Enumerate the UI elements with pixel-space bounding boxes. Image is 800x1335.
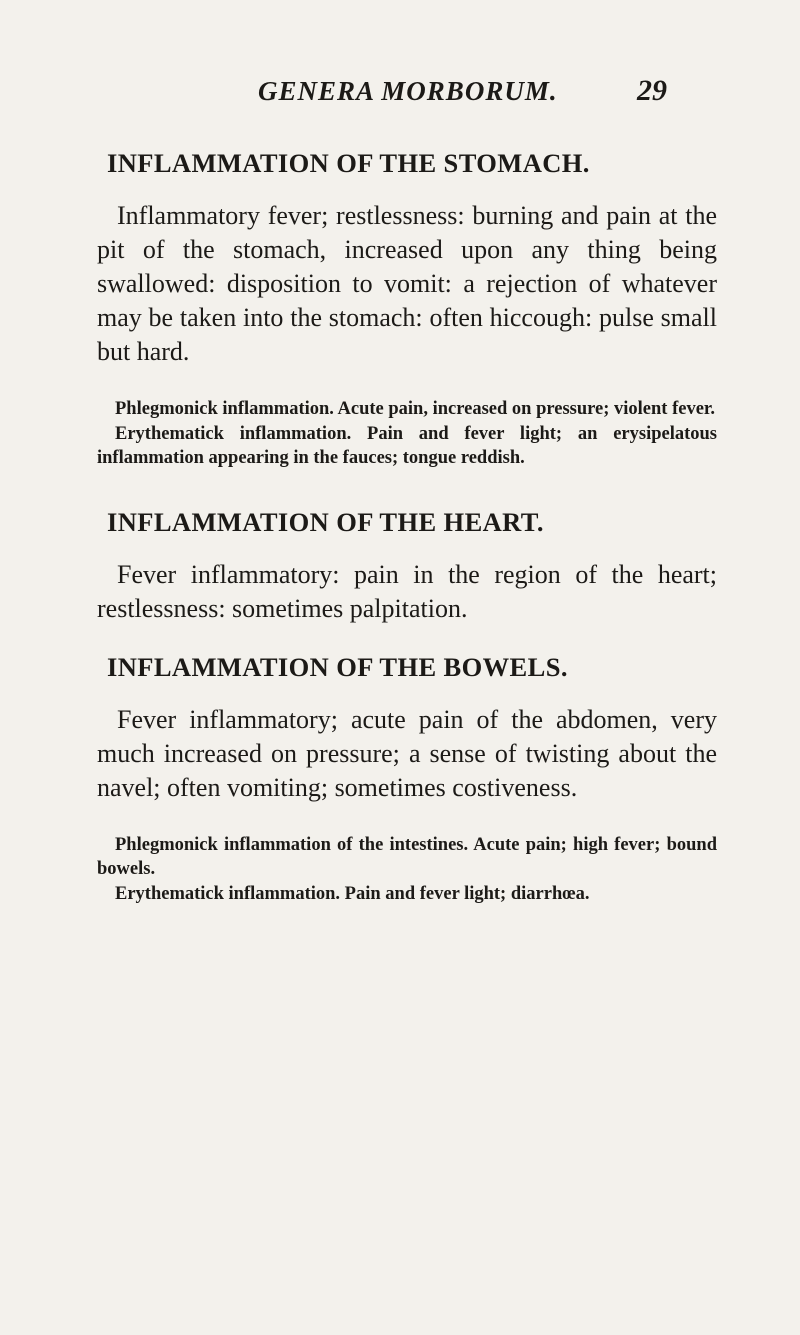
note-erythematick: Erythematick inflammation. Pain and fever light; diarrhœa. <box>115 883 590 904</box>
note-phlegmonick: Phlegmonick inflammation. Acute pain, increased on pressure; violent fever. <box>115 399 716 419</box>
section-heading: INFLAMMATION OF THE STOMACH. <box>107 148 590 178</box>
page-number: 29 <box>637 74 667 107</box>
running-title: GENERA MORBORUM. <box>258 76 558 106</box>
section-heart <box>97 507 717 626</box>
page-header <box>0 74 800 114</box>
note-phlegmonick: Phlegmonick inflammation of the intestines. Acute pain; high fever; bound bowels. <box>97 834 717 879</box>
page-body <box>97 148 717 942</box>
note-erythematick: Erythematick inflammation. Pain and fever light; an erysipelatous inflammation appearing in the fauces; tongue reddish. <box>97 423 717 468</box>
section-description: Fever inflammatory; acute pain of the abdomen, very much increased on pressure; a sense of twisting about the navel; often vomiting; sometimes costiveness. <box>97 704 717 802</box>
section-notes <box>97 833 717 907</box>
section-stomach <box>97 148 717 471</box>
section-notes <box>97 397 717 471</box>
section-description: Inflammatory fever; restlessness: burning and pain at the pit of the stomach, increased upon any thing being swallowed: disposition to vomit: a rejection of whatever may be taken into the stomach: often hiccough: pulse small but hard. <box>97 201 717 366</box>
section-bowels <box>97 652 717 907</box>
section-description: Fever inflammatory: pain in the region of the heart; restlessness: sometimes palpitation. <box>97 559 717 623</box>
section-heading: INFLAMMATION OF THE BOWELS. <box>107 651 568 682</box>
section-heading: INFLAMMATION OF THE HEART. <box>107 506 544 537</box>
